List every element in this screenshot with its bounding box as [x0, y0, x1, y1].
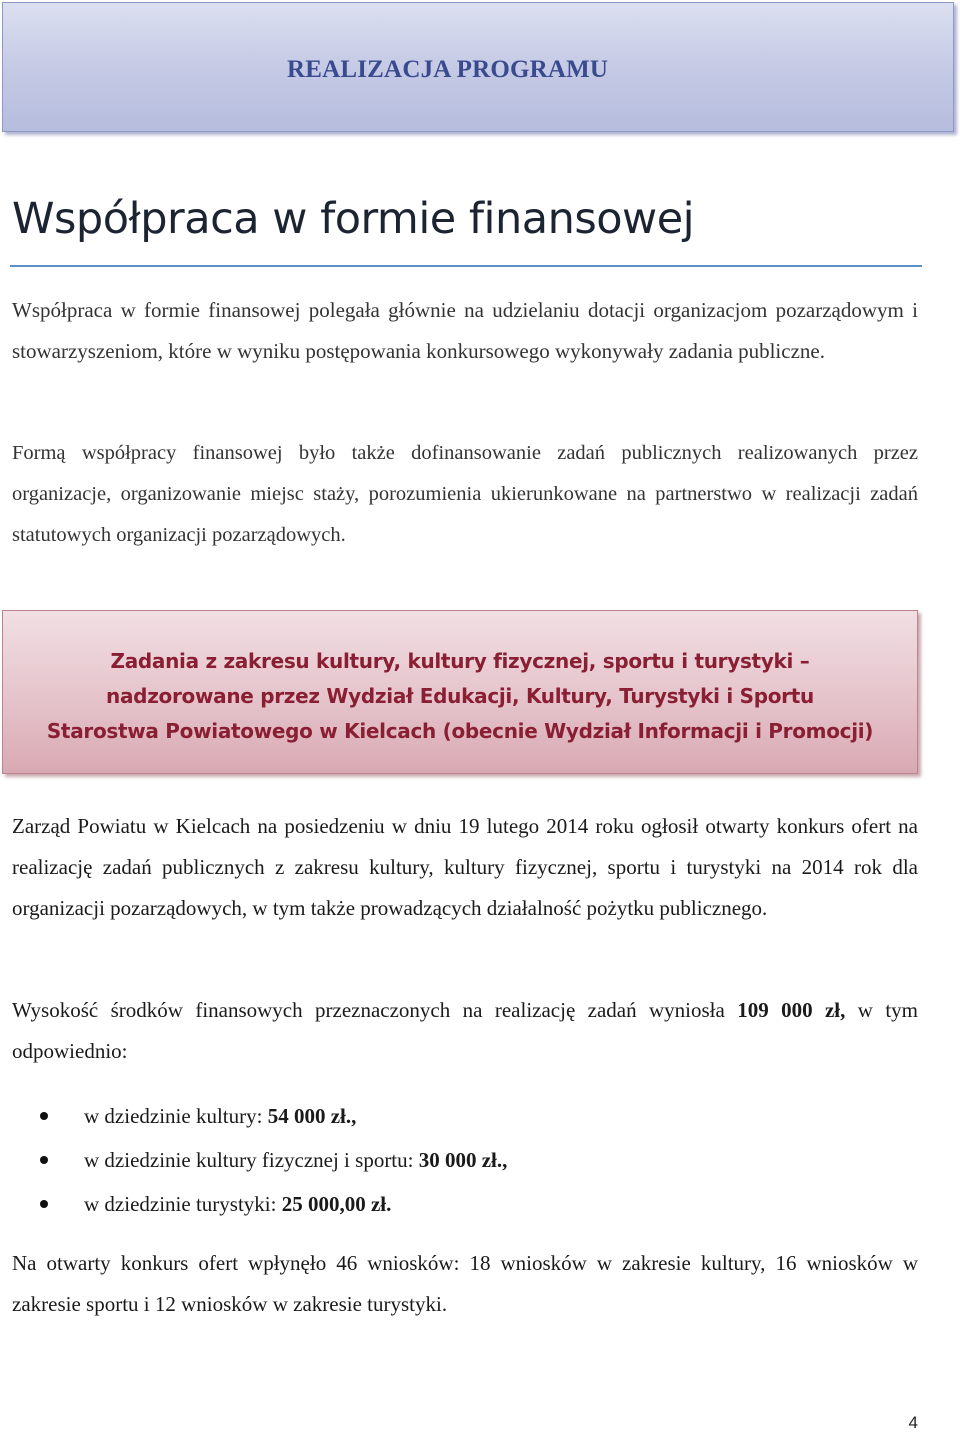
funding-breakdown-list — [40, 1094, 920, 1226]
bullet-icon — [40, 1156, 48, 1164]
callout-line-1: Zadania z zakresu kultury, kultury fizycznej, sportu i turystyki – — [110, 649, 810, 673]
list-item-amount: 54 000 zł., — [267, 1104, 357, 1128]
list-item-label: w dziedzinie turystyki: — [84, 1192, 282, 1216]
funding-text: Wysokość środków finansowych przeznaczonych na realizację zadań wyniosła — [12, 998, 738, 1022]
header-title: REALIZACJA PROGRAMU — [287, 56, 609, 83]
body-paragraph-announcement: Zarząd Powiatu w Kielcach na posiedzeniu w dniu 19 lutego 2014 roku ogłosił otwarty konkurs ofert na realizację zadań publicznych z zakresu kultury, kultury fizycznej, sportu i turystyki na 2014 rok dla organizacji pozarządowych, w tym także prowadzących działalność pożytku publicznego. — [12, 814, 918, 920]
intro-paragraph-2: Formą współpracy finansowej było także dofinansowanie zadań publicznych realizowanych przez organizacje, organizowanie miejsc staży, porozumienia ukierunkowane na partnerstwo w realizacji zadań statutowych organizacji pozarządowych. — [12, 442, 918, 546]
funding-tail: w tym odpowiednio: — [12, 998, 919, 1063]
title-divider — [10, 265, 922, 267]
funding-total-amount: 109 000 zł, — [737, 998, 846, 1022]
callout-line-3: Starostwa Powiatowego w Kielcach (obecnie Wydział Informacji i Promocji) — [46, 719, 874, 743]
intro-paragraph-1: Współpraca w formie finansowej polegała głównie na udzielaniu dotacji organizacjom pozarządowym i stowarzyszeniom, które w wyniku postępowania konkursowego wykonywały zadania publiczne. — [12, 298, 918, 363]
callout-line-2: nadzorowane przez Wydział Edukacji, Kultury, Turystyki i Sportu — [106, 684, 814, 708]
list-item-label: w dziedzinie kultury fizycznej i sportu: — [84, 1148, 419, 1172]
list-item — [40, 1138, 920, 1182]
body-paragraph-applications: Na otwarty konkurs ofert wpłynęło 46 wniosków: 18 wniosków w zakresie kultury, 16 wniosków w zakresie sportu i 12 wniosków w zakresie turystyki. — [12, 1251, 918, 1316]
callout-heading — [2, 644, 918, 749]
section-title: Współpraca w formie finansowej — [12, 194, 695, 244]
list-item-label: w dziedzinie kultury: — [84, 1104, 268, 1128]
list-item — [40, 1182, 920, 1226]
list-item — [40, 1094, 920, 1138]
list-item-amount: 25 000,00 zł. — [281, 1192, 392, 1216]
bullet-icon — [40, 1200, 48, 1208]
list-item-amount: 30 000 zł., — [418, 1148, 508, 1172]
body-paragraph-funding — [12, 990, 918, 1072]
page-number: 4 — [908, 1413, 918, 1432]
bullet-icon — [40, 1112, 48, 1120]
